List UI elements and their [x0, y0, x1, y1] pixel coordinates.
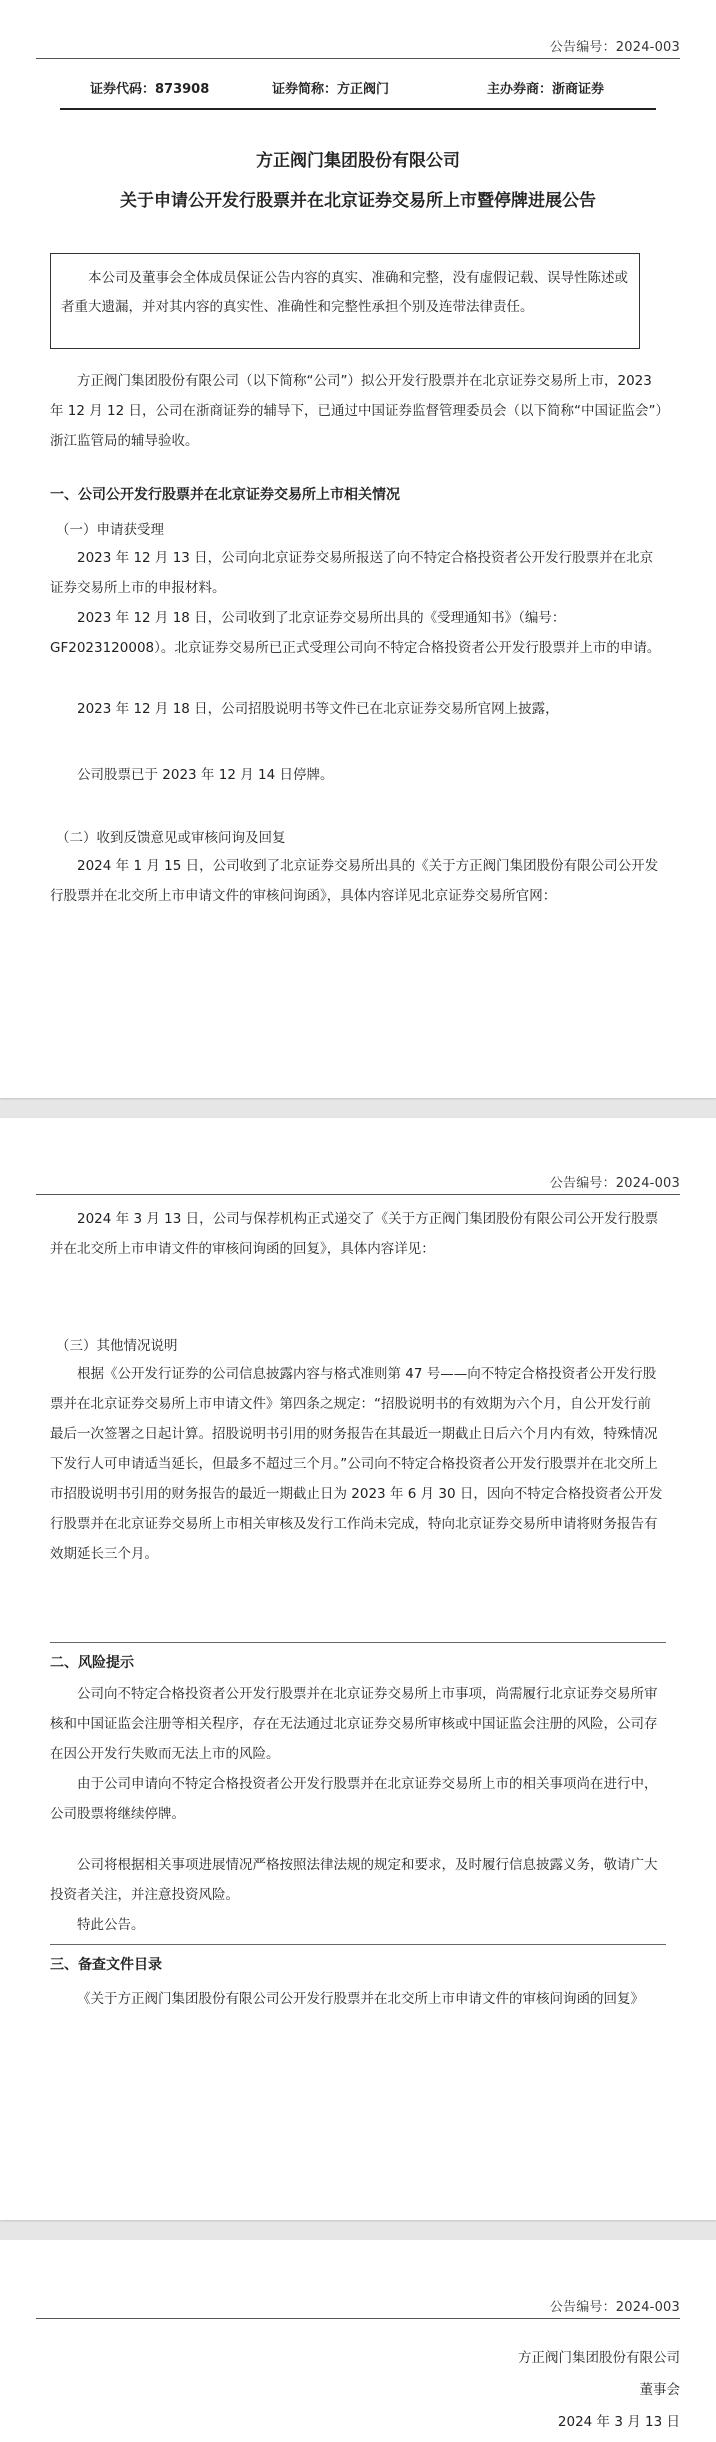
subsection-2-heading: （二）收到反馈意见或审核问询及回复 [56, 830, 286, 846]
document-page-3 [0, 2240, 716, 2442]
section-1-paragraph-2: 2023 年 12 月 18 日，公司收到了北京证券交易所出具的《受理通知书》（编号：GF2023120008）。北京证券交易所已正式受理公司向不特定合格投资者公开发行股票并上市的申请。 [50, 610, 661, 656]
section-2-heading: 二、风险提示 [50, 1655, 134, 1671]
section-2-closing: 特此公告。 [77, 1917, 145, 1933]
header-divider [36, 1194, 680, 1195]
announcement-number: 公告编号：2024-003 [549, 40, 680, 55]
section-1-paragraph-5: 2024 年 1 月 15 日，公司收到了北京证券交易所出具的《关于方正阀门集团股份有限公司公开发行股票并在北交所上市申请文件的审核问询函》，具体内容详见北京证券交易所官网： [50, 858, 659, 904]
subsection-3-heading: （三）其他情况说明 [56, 1338, 178, 1354]
document-page-2 [0, 1118, 716, 2220]
section-3-heading: 三、备查文件目录 [50, 1957, 162, 1973]
disclaimer-box: 本公司及董事会全体成员保证公告内容的真实、准确和完整，没有虚假记载、误导性陈述或者重大遗漏，并对其内容的真实性、准确性和完整性承担个别及连带法律责任。 [50, 253, 640, 349]
section-2-paragraph-2: 由于公司申请向不特定合格投资者公开发行股票并在北京证券交易所上市的相关事项尚在进行中，公司股票将继续停牌。 [50, 1776, 658, 1822]
signature-company: 方正阀门集团股份有限公司 [518, 2350, 680, 2366]
announcement-number: 公告编号：2024-003 [549, 2300, 680, 2315]
securities-abbreviation: 证券简称：方正阀门 [272, 82, 390, 97]
section-divider [50, 1642, 666, 1643]
section-1-paragraph-6: 2024 年 3 月 13 日，公司与保荐机构正式递交了《关于方正阀门集团股份有限公司公开发行股票并在北交所上市申请文件的审核问询函的回复》，具体内容详见： [50, 1211, 659, 1257]
section-2-paragraph-1: 公司向不特定合格投资者公开发行股票并在北京证券交易所上市事项，尚需履行北京证券交易所审核和中国证监会注册等相关程序，存在无法通过北京证券交易所审核或中国证监会注册的风险，公司存在因公开发行失败而无法上市的风险。 [50, 1686, 658, 1762]
subsection-1-heading: （一）申请获受理 [56, 522, 164, 538]
section-1-paragraph-4: 公司股票已于 2023 年 12 月 14 日停牌。 [77, 767, 334, 783]
signature-date: 2024 年 3 月 13 日 [557, 2414, 680, 2430]
section-divider [50, 1944, 666, 1945]
section-1-heading: 一、公司公开发行股票并在北京证券交易所上市相关情况 [50, 487, 400, 503]
section-1-paragraph-1: 2023 年 12 月 13 日，公司向北京证券交易所报送了向不特定合格投资者公开发行股票并在北京证券交易所上市的申报材料。 [50, 550, 654, 596]
securities-info-divider [60, 108, 656, 110]
section-1-paragraph-3: 2023 年 12 月 18 日，公司招股说明书等文件已在北京证券交易所官网上披露， [77, 701, 559, 717]
header-divider [36, 58, 680, 59]
document-page-1 [0, 0, 716, 1098]
signature-board: 董事会 [639, 2382, 680, 2398]
securities-code: 证券代码：873908 [90, 82, 210, 97]
header-divider [36, 2318, 680, 2319]
announcement-number: 公告编号：2024-003 [549, 1176, 680, 1191]
reference-document: 《关于方正阀门集团股份有限公司公开发行股票并在北交所上市申请文件的审核问询函的回复》 [77, 1991, 644, 2007]
announcement-title: 关于申请公开发行股票并在北京证券交易所上市暨停牌进展公告 [120, 191, 596, 211]
securities-info-bar [0, 78, 716, 100]
section-1-paragraph-7: 根据《公开发行证券的公司信息披露内容与格式准则第 47 号——向不特定合格投资者公开发行股票并在北京证券交易所上市申请文件》第四条之规定：“招股说明书的有效期为六个月，自公开发行前最后一次签署之日起计算。招股说明书引用的财务报告在其最近一期截止日后六个月内有效，特殊情况下发行人可申请适当延长，但最多不超过三个月。”公司向不特定合格投资者公开发行股票并在北交所上市招股说明书引用的财务报告的最近一期截止日为 2023 年 6 月 30 日，因向不特定合格投资者公开发行股票并在北京证券交易所上市相关审核及发行工作尚未完成，特向北京证券交易所申请将财务报告有效期延长三个月。 [50, 1366, 663, 1562]
section-2-paragraph-3: 公司将根据相关事项进展情况严格按照法律法规的规定和要求，及时履行信息披露义务，敬请广大投资者关注，并注意投资风险。 [50, 1857, 658, 1903]
intro-paragraph: 方正阀门集团股份有限公司（以下简称“公司”）拟公开发行股票并在北京证券交易所上市，2023 年 12 月 12 日，公司在浙商证券的辅导下，已通过中国证券监督管理委员会（以下简称“中国证监会”）浙江监管局的辅导验收。 [50, 373, 663, 449]
sponsor-broker: 主办券商：浙商证券 [487, 82, 605, 97]
company-title: 方正阀门集团股份有限公司 [256, 151, 460, 171]
